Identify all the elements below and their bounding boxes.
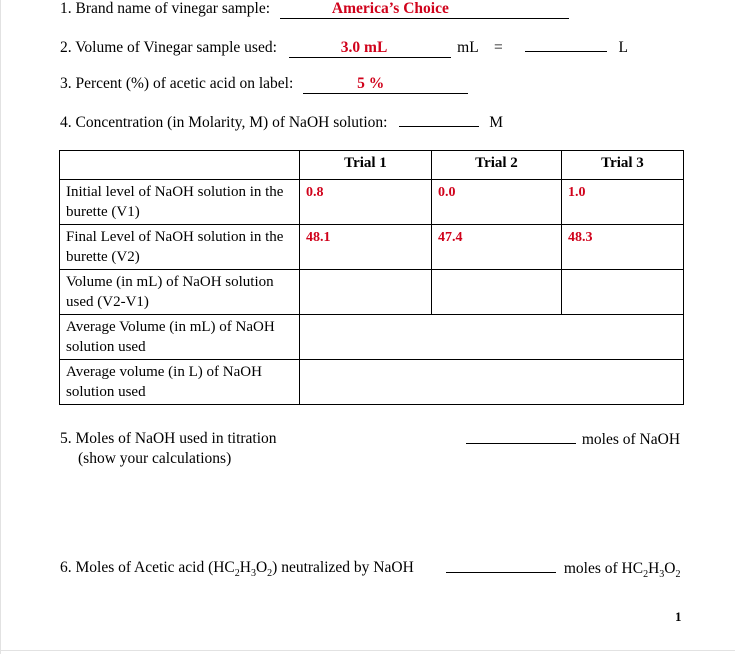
question-5: [60, 430, 277, 448]
question-5-label: 5. Moles of NaOH used in titration: [60, 430, 277, 447]
moles-acetic-acid-field[interactable]: [446, 559, 556, 573]
header-trial-3: Trial 3: [562, 151, 684, 180]
volume-l-field[interactable]: [525, 38, 607, 52]
table-row: [60, 360, 684, 405]
question-3-label: 3. Percent (%) of acetic acid on label:: [60, 75, 294, 92]
row-label-average-volume-ml: Average Volume (in mL) of NaOH solution used: [60, 315, 300, 360]
page-left-border: [0, 0, 1, 654]
volume-ml-value: 3.0 mL: [340, 39, 388, 56]
volume-l-unit: L: [618, 39, 628, 56]
question-5-sub: [78, 450, 231, 468]
question-3: [60, 75, 468, 94]
page-number: 1: [675, 609, 682, 624]
question-4-label: 4. Concentration (in Molarity, M) of NaOH solution:: [60, 114, 388, 131]
average-volume-l-cell[interactable]: [300, 360, 684, 405]
question-6-answer: [446, 559, 681, 584]
row-label-volume-used: Volume (in mL) of NaOH solution used (V2-V1): [60, 270, 300, 315]
naoh-concentration-unit: M: [489, 114, 504, 131]
row-label-average-volume-l: Average volume (in L) of NaOH solution used: [60, 360, 300, 405]
volume-used-trial-3[interactable]: [562, 270, 684, 315]
row-label-initial-level: Initial level of NaOH solution in the burette (V1): [60, 180, 300, 225]
final-level-trial-1[interactable]: 48.1: [300, 225, 432, 270]
table-row: [60, 315, 684, 360]
question-2-label: 2. Volume of Vinegar sample used:: [60, 39, 277, 56]
initial-level-trial-3[interactable]: 1.0: [562, 180, 684, 225]
volume-used-trial-1[interactable]: [300, 270, 432, 315]
question-5-answer: [466, 430, 680, 449]
table-row: [60, 225, 684, 270]
average-volume-ml-cell[interactable]: [300, 315, 684, 360]
naoh-concentration-field[interactable]: [399, 113, 479, 127]
volume-ml-unit: mL: [457, 39, 479, 56]
question-6-label-pre: 6. Moles of Acetic acid (HC: [60, 559, 235, 576]
header-trial-1: Trial 1: [300, 151, 432, 180]
moles-acetic-acid-unit: moles of $HC_2H_3O_2$: [563, 560, 681, 581]
page-bottom-border: [0, 650, 735, 651]
percent-acid-value: 5 %: [357, 75, 385, 92]
initial-level-trial-2[interactable]: 0.0: [432, 180, 562, 225]
question-6-label-post: ) neutralized by NaOH: [272, 559, 414, 576]
question-4: [60, 113, 503, 132]
question-1: [60, 0, 569, 19]
moles-naoh-unit: moles of NaOH: [581, 431, 681, 448]
question-6: 6. Moles of Acetic acid $(HC_2H_3O_2)$ neutralized by NaOH: [60, 559, 414, 580]
moles-naoh-field[interactable]: [466, 430, 576, 444]
equals-sign: =: [493, 39, 503, 56]
final-level-trial-3[interactable]: 48.3: [562, 225, 684, 270]
header-empty: [60, 151, 300, 180]
table-row: [60, 180, 684, 225]
titration-data-table: [59, 150, 684, 405]
question-1-label: 1. Brand name of vinegar sample:: [60, 0, 271, 17]
brand-name-field[interactable]: [280, 0, 569, 19]
volume-ml-field[interactable]: [289, 39, 452, 58]
final-level-trial-2[interactable]: 47.4: [432, 225, 562, 270]
brand-name-value: America’s Choice: [331, 0, 449, 17]
row-label-final-level: Final Level of NaOH solution in the burette (V2): [60, 225, 300, 270]
initial-level-trial-1[interactable]: 0.8: [300, 180, 432, 225]
percent-acid-field[interactable]: [303, 75, 468, 94]
table-row: [60, 270, 684, 315]
question-5-sublabel: (show your calculations): [78, 450, 232, 467]
table-header-row: [60, 151, 684, 180]
volume-used-trial-2[interactable]: [432, 270, 562, 315]
question-2: [60, 38, 628, 58]
header-trial-2: Trial 2: [432, 151, 562, 180]
